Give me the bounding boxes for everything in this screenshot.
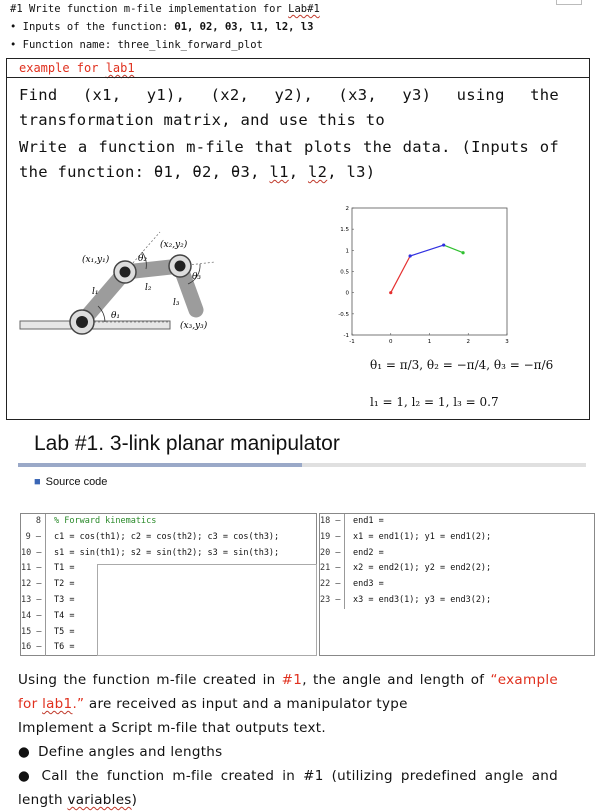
note-line-3	[10, 36, 570, 54]
line-number: 9 —	[21, 530, 46, 546]
page-corner-mark	[556, 0, 582, 5]
code-text: x1 = end1(1); y1 = end1(2);	[353, 531, 492, 542]
kinematics-plot	[332, 200, 512, 350]
y-tick-label: 0.5	[340, 269, 349, 276]
code-text: T1 =	[54, 563, 75, 574]
line-number: 21 —	[320, 561, 345, 577]
title-rule	[18, 463, 586, 467]
label-l2: l₂	[145, 283, 152, 293]
data-point	[442, 243, 445, 246]
length-equation: l₁ = 1, l₂ = 1, l₃ = 0.7	[370, 395, 499, 409]
lab-link: lab1	[105, 61, 135, 75]
code-line	[320, 530, 594, 546]
note-text: • Inputs of the function:	[10, 21, 175, 33]
line-number: 19 —	[320, 530, 345, 546]
source-code-text: Source code	[45, 476, 108, 488]
quote-text: .”	[72, 696, 85, 712]
code-text: end2 =	[353, 547, 384, 558]
note-text: • Function name:	[10, 39, 118, 51]
line-number: 12 —	[21, 577, 46, 593]
code-line	[320, 577, 594, 593]
quote-link: lab1	[42, 696, 73, 712]
example-label	[19, 61, 135, 75]
find-instruction: Find (x1, y1), (x2, y2), (x3, y3) using the transformation matrix, and use this to	[19, 86, 559, 129]
code-line	[320, 561, 594, 577]
code-line	[320, 514, 594, 530]
source-code-label	[34, 476, 107, 488]
text: Call the function m-file created in #1 (utilizing predefined angle and length	[18, 768, 558, 808]
code-text: end3 =	[353, 579, 384, 590]
separator: ,	[327, 163, 347, 181]
function-name: three_link_forward_plot	[117, 39, 263, 51]
bullet-icon: ●	[18, 744, 31, 760]
text: )	[131, 792, 138, 808]
plot-frame	[352, 208, 507, 335]
line-number: 15 —	[21, 625, 46, 641]
text: are received as input and a manipulator type	[84, 696, 408, 712]
line-number: 14 —	[21, 609, 46, 625]
separator: ,	[288, 163, 308, 181]
write-instruction	[19, 135, 559, 185]
label-theta1: θ₁	[111, 311, 121, 321]
code-line	[320, 593, 594, 609]
line-number: 23 —	[320, 593, 345, 609]
bullet-icon: ●	[18, 768, 34, 784]
line-number: 10 —	[21, 546, 46, 562]
example-label-text: example for	[19, 61, 106, 75]
label-l3: l₃	[173, 298, 180, 308]
input-variables: θ1, θ2, θ3, l1, l2, l3	[174, 21, 314, 33]
label-theta3: θ₃	[192, 272, 202, 282]
y-tick-label: 1	[345, 248, 349, 255]
code-text: c1 = cos(th1); c2 = cos(th2); c3 = cos(th3);	[54, 531, 280, 542]
line-number: 18 —	[320, 514, 345, 530]
line-number: 11 —	[21, 561, 46, 577]
y-tick-label: 1.5	[340, 227, 349, 234]
code-lines	[320, 514, 594, 609]
divider	[7, 77, 589, 78]
label-p3: (x₃,y₃)	[180, 321, 208, 331]
quote-text: “example for	[18, 672, 558, 712]
empty-matrix-area	[97, 564, 317, 656]
code-line	[21, 546, 316, 562]
note-line-1	[10, 0, 570, 18]
x-tick-label: 0	[389, 339, 393, 345]
header-notes	[10, 0, 570, 54]
x-tick-label: 1	[427, 339, 432, 345]
code-text: x2 = end2(1); y2 = end2(2);	[353, 563, 492, 574]
joint-2	[114, 261, 136, 283]
x-tick-label: 3	[505, 339, 509, 345]
line-number: 13 —	[21, 593, 46, 609]
line-number: 20 —	[320, 546, 345, 562]
code-text: T3 =	[54, 594, 75, 605]
paragraph-2: Implement a Script m-file that outputs text.	[18, 720, 326, 736]
angle-equation: θ₁ = π/3, θ₂ = −π/4, θ₃ = −π/6	[370, 358, 554, 372]
note-line-2	[10, 18, 570, 36]
code-text: end1 =	[353, 516, 384, 526]
code-text: % Forward kinematics	[54, 516, 157, 526]
code-text: x3 = end3(1); y3 = end3(2);	[353, 594, 492, 605]
data-point	[389, 291, 392, 294]
code-text: T5 =	[54, 626, 75, 637]
code-line	[21, 514, 316, 530]
label-theta2: θ₂	[138, 254, 148, 264]
paragraph-1	[18, 668, 558, 716]
y-tick-label: -1	[343, 333, 349, 339]
code-text: T4 =	[54, 610, 75, 621]
y-tick-label: 0	[345, 290, 349, 297]
assignment-text	[18, 668, 558, 812]
note-text: #1 Write function m-file implementation for	[10, 3, 289, 15]
lab-reference: Lab#1	[288, 3, 320, 15]
code-panel-left[interactable]	[20, 513, 317, 656]
line-number: 16 —	[21, 640, 46, 656]
bullet-1	[18, 740, 558, 764]
var-l2: l2	[307, 163, 328, 181]
joint-3	[169, 255, 191, 277]
y-tick-label: -0.5	[338, 311, 349, 318]
text: Define angles and lengths	[38, 744, 223, 760]
code-panel-right[interactable]	[319, 513, 595, 656]
x-tick-label: -1	[349, 339, 355, 345]
label-p2: (x₂,y₂)	[160, 240, 188, 250]
line-number: 22 —	[320, 577, 345, 593]
joint-1	[70, 310, 94, 334]
bullet-icon: ■	[34, 476, 41, 488]
text: , the angle and length of	[302, 672, 491, 688]
code-text: T2 =	[54, 579, 75, 590]
var-l1: l1	[269, 163, 289, 181]
x-tick-label: 2	[466, 339, 470, 345]
code-line	[21, 530, 316, 546]
write-text: Write a function m-file that plots the data. (Inputs of the function: θ1, θ2, θ3,	[19, 138, 559, 181]
code-text: T6 =	[54, 642, 75, 653]
variables-link: variables	[67, 792, 132, 808]
label-p1: (x₁,y₁)	[82, 255, 110, 265]
lab-title: Lab #1. 3-link planar manipulator	[34, 432, 340, 455]
bullet-2	[18, 764, 558, 812]
var-l3: l3)	[346, 163, 376, 181]
code-line	[320, 546, 594, 562]
data-point	[461, 251, 464, 254]
y-tick-label: 2	[345, 206, 349, 212]
manipulator-diagram	[10, 180, 330, 350]
data-point	[409, 254, 412, 257]
text: Using the function m-file created in	[18, 672, 282, 688]
label-l1: l₁	[92, 287, 99, 297]
ref-1: #1	[281, 672, 303, 688]
line-number: 8	[21, 514, 46, 530]
code-text: s1 = sin(th1); s2 = sin(th2); s3 = sin(th3);	[54, 547, 280, 558]
